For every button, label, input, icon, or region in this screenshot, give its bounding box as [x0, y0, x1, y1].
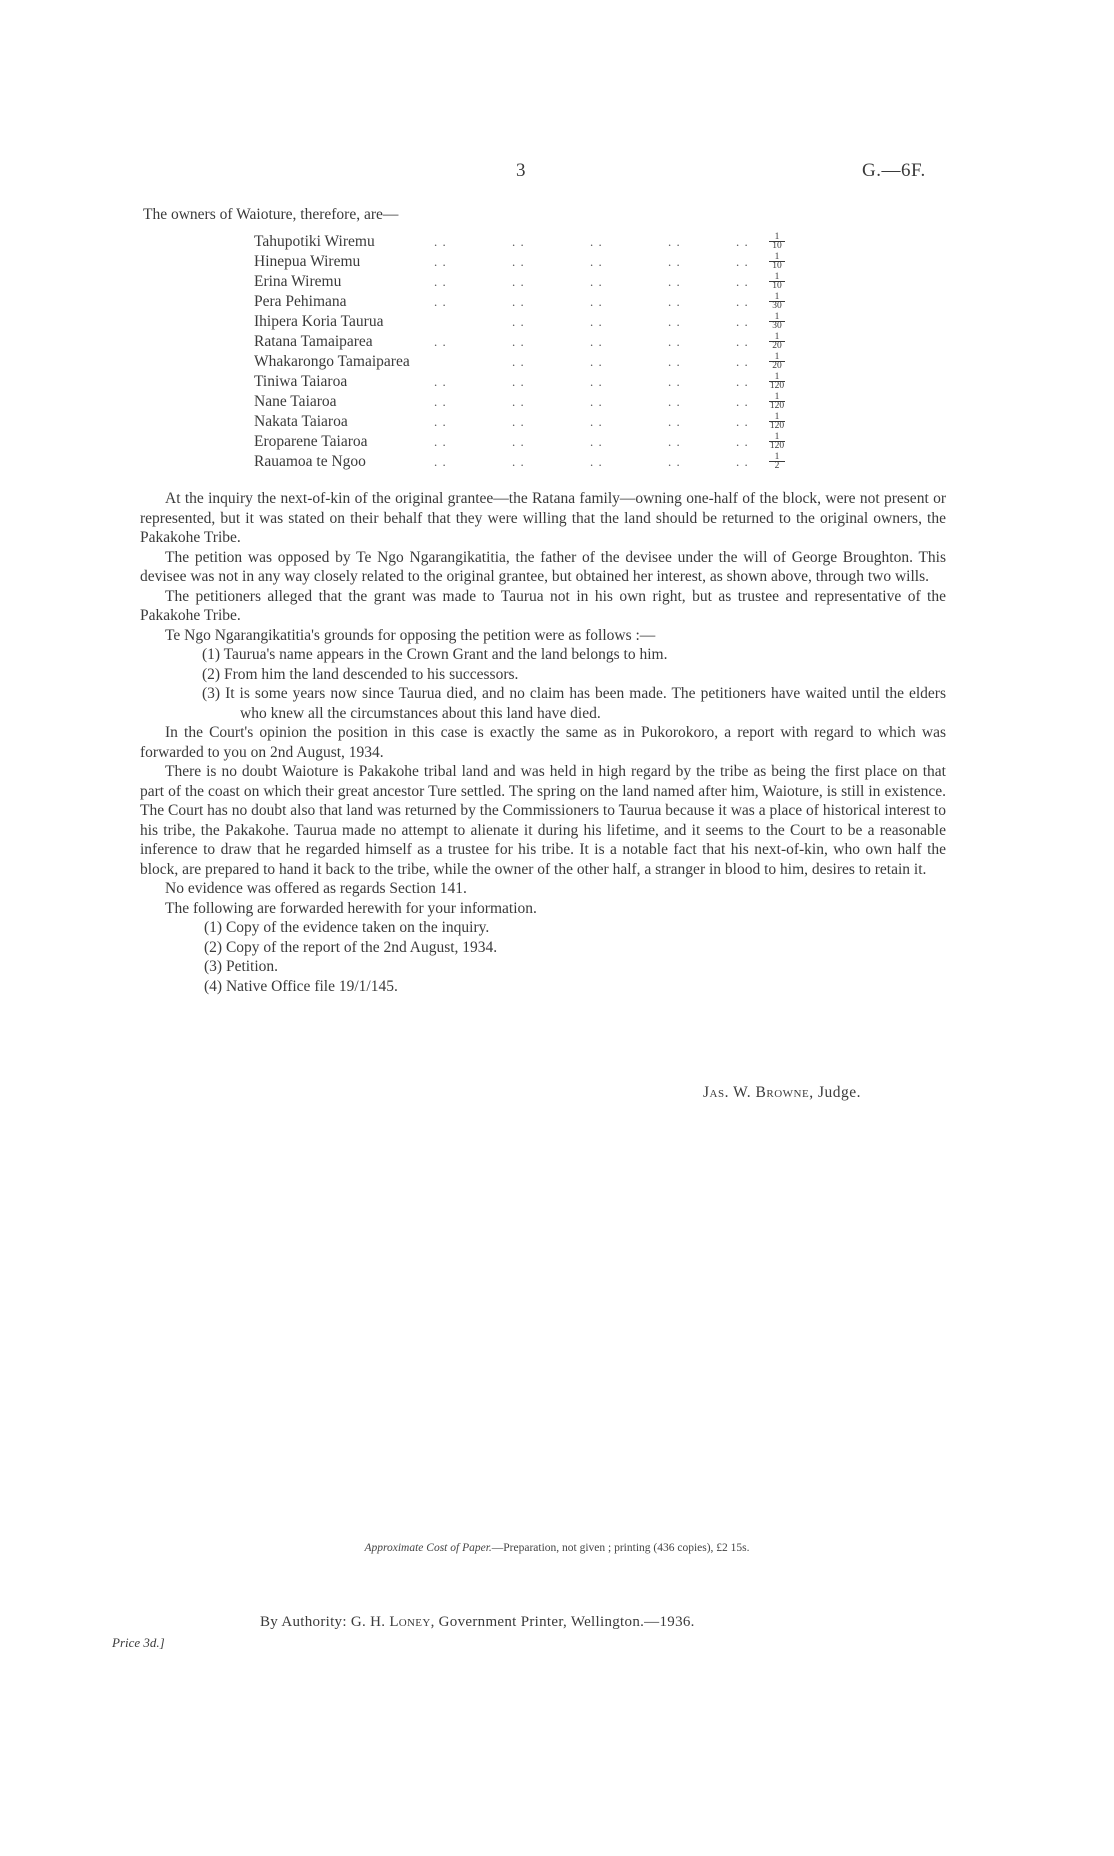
share-fraction — [766, 413, 788, 430]
owner-name: Ratana Tamaiparea — [254, 333, 373, 350]
document-reference: G.—6F. — [862, 160, 926, 181]
owner-row: Hinepua Wiremu . . . . . . . . . . 1 10 — [254, 252, 814, 272]
fraction-numerator: 1 — [774, 292, 780, 302]
owner-name: Rauamoa te Ngoo — [254, 453, 366, 470]
paragraph: The petitioners alleged that the grant was made to Taurua not in his own right, but as trustee and representative of the Pakakohe Tribe. — [140, 587, 946, 624]
list-item: (1) Copy of the evidence taken on the inquiry. — [204, 919, 490, 936]
owner-name: Tahupotiki Wiremu — [254, 233, 375, 250]
fraction-denominator: 2 — [774, 461, 780, 471]
owner-name: Tiniwa Taiaroa — [254, 373, 348, 390]
fraction-numerator: 1 — [774, 432, 780, 442]
fraction-numerator: 1 — [774, 272, 780, 282]
fraction-numerator: 1 — [774, 252, 780, 262]
owners-intro: The owners of Waioture, therefore, are— — [143, 206, 399, 223]
owner-name: Erina Wiremu — [254, 273, 342, 290]
fraction-denominator: 10 — [772, 281, 782, 291]
owners-table — [254, 232, 814, 472]
owner-name: Nakata Taiaroa — [254, 413, 348, 430]
owner-name: Eroparene Taiaroa — [254, 433, 368, 450]
fraction-numerator: 1 — [774, 392, 780, 402]
judge-name: Jas. W. Browne — [703, 1084, 810, 1101]
share-fraction — [766, 253, 788, 270]
share-fraction — [766, 233, 788, 250]
owner-name: Nane Taiaroa — [254, 393, 337, 410]
fraction-denominator: 30 — [772, 321, 782, 331]
list-item: (4) Native Office file 19/1/145. — [204, 977, 398, 995]
enclosures-list — [140, 918, 946, 996]
paragraph: There is no doubt Waioture is Pakakohe tribal land and was held in high regard by the tribe as being the first place on that part of the coast on which their great ancestor Ture settled. The spring on the land named after him, Waioture, is still in existence. The Court has no doubt also that land was returned by the Commissioners to Taurua because it was a place of historical interest to his tribe, the Pakakohe. Taurua made no attempt to alienate it during his lifetime, and it seems to the Court to be a reasonable inference to draw that he regarded himself as a trustee for his tribe. It is a notable fact that his next-of-kin, who own half the block, are prepared to hand it back to the tribe, while the owner of the other half, a stranger in blood to him, desires to retain it. — [140, 763, 946, 878]
list-item: (3) It is some years now since Taurua died, and no claim has been made. The petitioners have waited until the elders who knew all the circumstances about this land have died. — [202, 685, 946, 722]
owner-name: Hinepua Wiremu — [254, 253, 361, 270]
fraction-numerator: 1 — [774, 372, 780, 382]
fraction-numerator: 1 — [774, 332, 780, 342]
cost-label: Approximate Cost of Paper. — [364, 1542, 492, 1554]
fraction-numerator: 1 — [774, 352, 780, 362]
share-fraction — [766, 353, 788, 370]
share-fraction — [766, 273, 788, 290]
share-fraction — [766, 293, 788, 310]
authority-lead: By Authority: G. H. — [260, 1614, 390, 1630]
fraction-denominator: 120 — [769, 441, 785, 451]
fraction-denominator: 10 — [772, 241, 782, 251]
owner-row: Ratana Tamaiparea . . . . . . . . . . 1 20 — [254, 332, 814, 352]
fraction-numerator: 1 — [774, 232, 780, 242]
judge-signature — [703, 1084, 861, 1102]
list-item: (2) From him the land descended to his successors. — [202, 665, 519, 683]
owner-row: Ihipera Koria Taurua . . . . . . . . 1 30 — [254, 312, 814, 332]
fraction-numerator: 1 — [774, 312, 780, 322]
paragraph: Te Ngo Ngarangikatitia's grounds for opposing the petition were as follows :— — [165, 626, 656, 644]
owner-row: Whakarongo Tamaiparea . . . . . . . . 1 20 — [254, 352, 814, 372]
grounds-list — [140, 645, 946, 723]
fraction-numerator: 1 — [774, 412, 780, 422]
owner-row: Eroparene Taiaroa . . . . . . . . . . 1 120 — [254, 432, 814, 452]
share-fraction — [766, 393, 788, 410]
list-item: (2) Copy of the report of the 2nd August, 1934. — [204, 938, 498, 956]
owner-name: Pera Pehimana — [254, 293, 347, 310]
price-note: Price 3d.] — [112, 1635, 165, 1650]
fraction-denominator: 10 — [772, 261, 782, 271]
printer-name: Loney — [389, 1614, 431, 1630]
share-fraction — [766, 453, 788, 470]
owner-row: Erina Wiremu . . . . . . . . . . 1 10 — [254, 272, 814, 292]
fraction-denominator: 120 — [769, 401, 785, 411]
cost-text: —Preparation, not given ; printing (436 copies), £2 15s. — [491, 1542, 750, 1554]
owner-name: Whakarongo Tamaiparea — [254, 353, 410, 370]
list-item: (3) Petition. — [204, 958, 279, 975]
paragraph: The petition was opposed by Te Ngo Ngarangikatitia, the father of the devisee under the will of George Broughton. This devisee was not in any way closely related to the original grantee, but obtained her interest, as shown above, through two wills. — [140, 548, 946, 585]
share-fraction — [766, 373, 788, 390]
paragraph: At the inquiry the next-of-kin of the original grantee—the Ratana family—owning one-half of the block, were not present or represented, but it was stated on their behalf that they were willing that the land should be returned to the original owners, the Pakakohe Tribe. — [140, 490, 946, 546]
body-text — [140, 489, 946, 996]
share-fraction — [766, 433, 788, 450]
page-number: 3 — [516, 160, 526, 181]
fraction-denominator: 120 — [769, 381, 785, 391]
list-item: (1) Taurua's name appears in the Crown Grant and the land belongs to him. — [202, 646, 668, 663]
owner-row: Nakata Taiaroa . . . . . . . . . . 1 120 — [254, 412, 814, 432]
printer-authority — [260, 1614, 695, 1631]
fraction-numerator: 1 — [774, 452, 780, 462]
owner-row: Rauamoa te Ngoo . . . . . . . . . . 1 2 — [254, 452, 814, 472]
authority-rest: , Government Printer, Wellington.—1936. — [430, 1614, 695, 1630]
fraction-denominator: 30 — [772, 301, 782, 311]
fraction-denominator: 120 — [769, 421, 785, 431]
share-fraction — [766, 333, 788, 350]
fraction-denominator: 20 — [772, 341, 782, 351]
paragraph: No evidence was offered as regards Section 141. — [165, 880, 467, 897]
paragraph: In the Court's opinion the position in this case is exactly the same as in Pukorokoro, a report with regard to which was forwarded to you on 2nd August, 1934. — [140, 724, 946, 761]
owner-row: Tiniwa Taiaroa . . . . . . . . . . 1 120 — [254, 372, 814, 392]
fraction-denominator: 20 — [772, 361, 782, 371]
paragraph: The following are forwarded herewith for your information. — [165, 899, 537, 917]
owner-name: Ihipera Koria Taurua — [254, 313, 384, 330]
owner-row: Pera Pehimana . . . . . . . . . . 1 30 — [254, 292, 814, 312]
cost-note — [0, 1542, 1114, 1554]
judge-title: , Judge. — [809, 1084, 861, 1101]
owner-row: Tahupotiki Wiremu . . . . . . . . . . 1 10 — [254, 232, 814, 252]
owner-row: Nane Taiaroa . . . . . . . . . . 1 120 — [254, 392, 814, 412]
share-fraction — [766, 313, 788, 330]
